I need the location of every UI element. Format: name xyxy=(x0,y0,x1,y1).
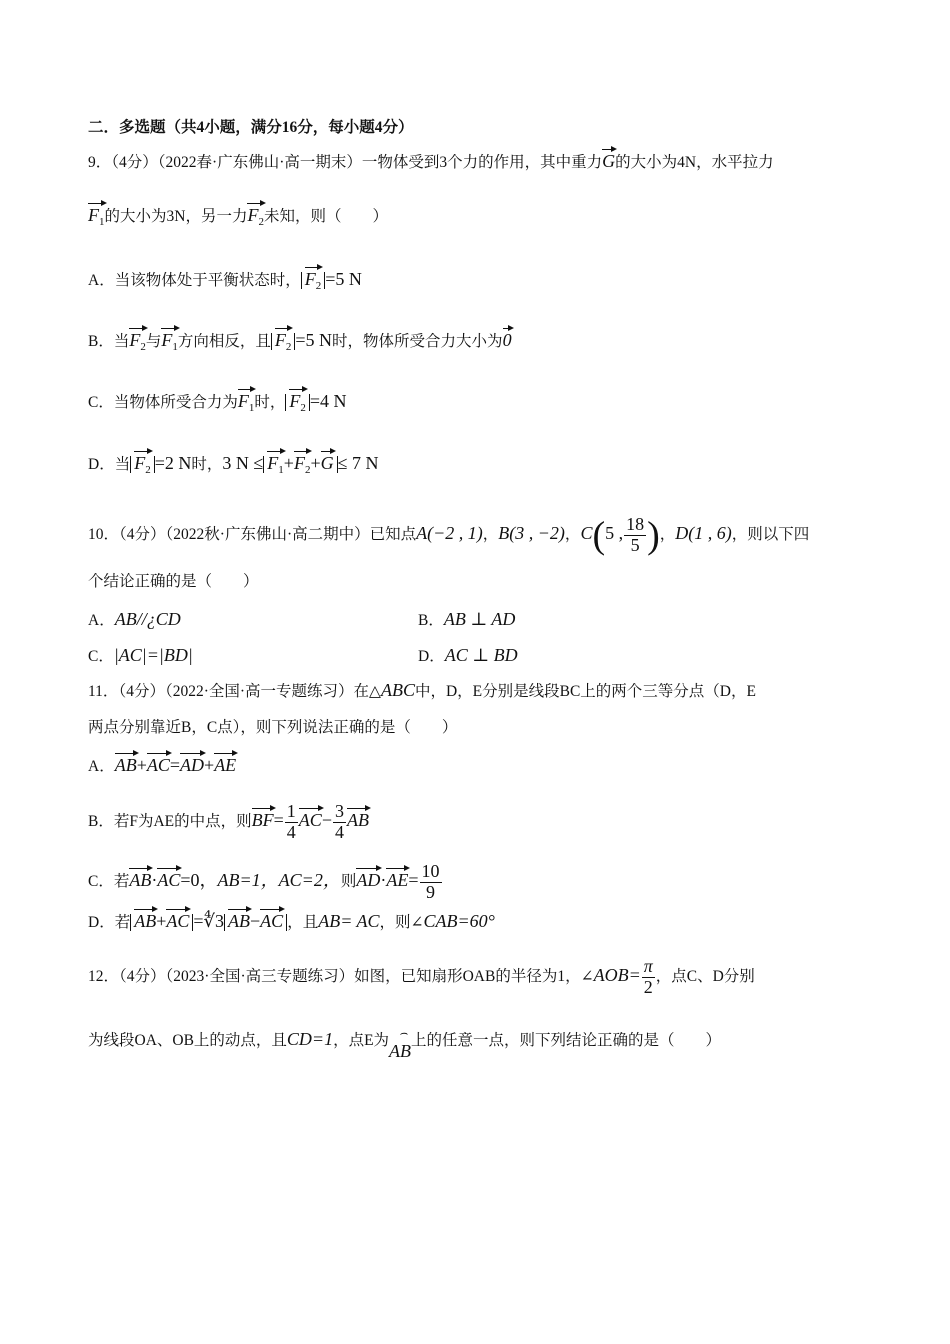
option-text: 若F为AE的中点，则 xyxy=(113,812,252,830)
q10-option-d xyxy=(418,646,518,665)
q12-source: （2023·全国·高三专题练习） xyxy=(165,967,355,985)
q11-source: （2022·全国·高一专题练习） xyxy=(164,683,354,700)
q9-stem-text-4: 未知，则（ ） xyxy=(263,208,388,225)
q12-stem-text-4: ，点E为 xyxy=(333,1032,390,1049)
q10-source: （2022秋·广东佛山·高二期中） xyxy=(165,525,370,543)
option-text: 当 xyxy=(114,456,131,473)
q12-number: 12． xyxy=(88,967,120,985)
option-text: 方向相反，且 xyxy=(177,333,271,350)
q10-option-c xyxy=(88,646,193,665)
question-12-stem xyxy=(88,957,755,998)
q10-score: （4分） xyxy=(119,525,166,543)
vector-F2: $F_2$ xyxy=(247,205,264,228)
option-label: C． xyxy=(88,394,114,411)
q10-number: 10． xyxy=(88,525,120,543)
q11-option-b: B．若F为AE的中点，则BF= $\frac{1}{4}$ AC− $\frac{3}{4}$ AB xyxy=(88,801,369,842)
q10-option-a xyxy=(88,610,181,629)
section-title: 二．多选题（共4小题，满分16分，每小题4分） xyxy=(88,119,414,136)
q9-stem-text: 一物体受到3个力的作用，其中重力 xyxy=(361,154,603,171)
question-12-stem-cont xyxy=(88,1025,722,1061)
option-label: B． xyxy=(88,812,114,830)
condition: AB= AC xyxy=(318,911,380,931)
abs-F2: $F_2$ xyxy=(301,272,326,289)
q9-stem-text-3: 的大小为3N，另一力 xyxy=(104,208,248,225)
option-label: B． xyxy=(418,612,444,629)
fraction: $\frac{1}{4}$ xyxy=(286,801,296,842)
root-expression: =∜3 xyxy=(193,911,225,931)
equation: =0， xyxy=(180,869,218,890)
option-text: 当 xyxy=(113,333,130,350)
arc-AB: ⌢ AB xyxy=(389,1025,412,1061)
equation: =4 N xyxy=(309,391,347,411)
abs-F2: $F_2$ xyxy=(285,394,310,411)
abs-F2: $F_2$ xyxy=(130,456,155,473)
question-10-stem-cont: 个结论正确的是（ ） xyxy=(88,573,259,590)
option-text: 当物体所受合力为 xyxy=(113,394,238,411)
equation: AC=2， xyxy=(278,869,341,890)
option-math: AB ⊥ AD xyxy=(443,609,516,629)
option-label: B． xyxy=(88,333,114,350)
point-C: C xyxy=(580,522,593,543)
q10-option-b xyxy=(418,610,515,629)
q11-stem-text: 在△ xyxy=(353,683,381,700)
option-text: 时，物体所受合力大小为 xyxy=(332,333,503,350)
q11-option-c: C．若AB·AC=0，AB=1，AC=2，则AD·AE= $\frac{10}{9}$ xyxy=(88,861,440,902)
point-C-x: 5 , xyxy=(605,522,624,543)
fraction-pi-over-2: $\frac{\pi}{2}$ xyxy=(643,956,653,997)
equation: =5 N xyxy=(325,269,362,289)
vector-F1: $F_1$ xyxy=(88,205,105,228)
option-label: D． xyxy=(88,456,115,473)
q11-number: 11． xyxy=(88,683,119,700)
q12-score: （4分） xyxy=(119,967,166,985)
point-A: A(−2 , 1) xyxy=(416,522,483,543)
angle: AOB= xyxy=(593,964,641,985)
option-text: 与 xyxy=(145,333,162,350)
fraction: $\frac{3}{4}$ xyxy=(334,801,344,842)
vector-F2: $F_2$ xyxy=(129,330,146,353)
option-label: A． xyxy=(88,272,115,289)
vector-G: G xyxy=(602,151,616,171)
fraction: $\frac{10}{9}$ xyxy=(421,861,440,902)
q11-option-d: D．若 AB+AC =∜3 AB−AC ，且AB= AC，则∠CAB=60° xyxy=(88,911,495,931)
point-D: D(1 , 6) xyxy=(675,522,732,543)
option-text: ，且 xyxy=(287,914,319,931)
option-label: D． xyxy=(418,648,445,665)
equation: AB=1， xyxy=(217,869,279,890)
equation: =5 N xyxy=(295,330,333,350)
point-B: B(3 , −2) xyxy=(498,522,565,543)
option-text: ，则∠ xyxy=(379,914,424,931)
question-10-stem: 10．（4分）（2022秋·广东佛山·高二期中）已知点A(−2 , 1)，B(3 , −2)，C(5 , $\frac{18}{5}$ )，D(1 , 6)，则以下四 xyxy=(88,514,810,557)
option-text: 当该物体处于平衡状态时， xyxy=(114,272,301,289)
angle-value: CAB=60° xyxy=(423,911,495,931)
option-label: A． xyxy=(88,612,115,629)
q9-score: （4分） xyxy=(111,154,158,171)
q9-option-a xyxy=(88,270,362,292)
option-text: 时， xyxy=(254,394,286,411)
q12-stem-text-2: ，点C、D分别 xyxy=(655,967,755,985)
inequality-right: ≤ 7 N xyxy=(337,453,379,473)
option-math: |AC|=|BD| xyxy=(113,645,193,665)
option-text: 若 xyxy=(114,914,131,931)
q10-stem-text: 已知点 xyxy=(369,525,417,543)
q9-source: （2022春·广东佛山·高一期末） xyxy=(157,154,362,171)
q11-score: （4分） xyxy=(118,683,165,700)
option-text: 则 xyxy=(340,872,357,890)
question-9-stem xyxy=(88,152,774,171)
option-label: A． xyxy=(88,758,115,775)
vector-F1: $F_1$ xyxy=(237,391,255,414)
option-text: 若 xyxy=(113,872,130,890)
equation: =2 N xyxy=(154,453,192,473)
q12-stem-text-5: 上的任意一点，则下列结论正确的是（ ） xyxy=(411,1032,722,1049)
option-label: C． xyxy=(88,872,114,890)
question-11-stem-cont: 两点分别靠近B，C点），则下列说法正确的是（ ） xyxy=(88,719,458,736)
q9-number: 9． xyxy=(88,154,112,171)
equation-cd: CD=1 xyxy=(286,1029,334,1049)
fraction: $\frac{18}{5}$ xyxy=(626,514,645,555)
q9-option-d xyxy=(88,454,378,476)
q10-stem-text-2: ，则以下四 xyxy=(731,525,810,543)
option-label: D． xyxy=(88,914,115,931)
inequality-left: 3 N ≤ xyxy=(222,453,264,473)
q9-option-c xyxy=(88,392,347,414)
zero-vector: 0 xyxy=(502,330,512,350)
q9-option-b xyxy=(88,331,512,353)
q9-stem-text-2: 的大小为4N，水平拉力 xyxy=(615,154,774,171)
q12-stem-text: 如图，已知扇形OAB的半径为1，∠ xyxy=(354,967,594,985)
abs-F2: $F_2$ xyxy=(271,333,296,350)
option-math: AC ⊥ BD xyxy=(444,645,518,665)
question-11-stem xyxy=(88,681,756,700)
option-math: AB//¿CD xyxy=(114,609,181,629)
vector-F1: $F_1$ xyxy=(161,330,178,353)
q12-stem-text-3: 为线段OA、OB上的动点，且 xyxy=(88,1032,287,1049)
triangle-name: ABC xyxy=(380,680,415,700)
option-text: 时， xyxy=(191,456,223,473)
q11-option-a: A．AB+AC=AD+AE xyxy=(88,755,237,775)
option-label: C． xyxy=(88,648,114,665)
abs-sum: $F_1+F_2+G$ xyxy=(263,456,337,473)
question-9-stem-cont xyxy=(88,206,388,228)
q11-stem-text-2: 中，D，E分别是线段BC上的两个三等分点（D，E xyxy=(414,683,756,700)
